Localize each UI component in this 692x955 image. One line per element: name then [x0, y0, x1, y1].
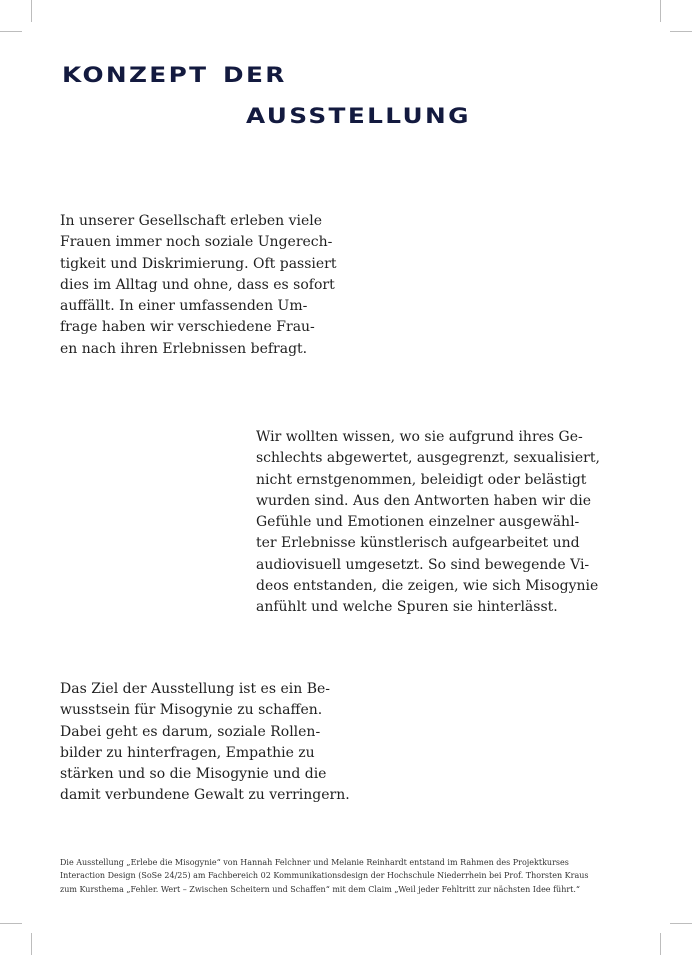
page-title-line-1: konzept der — [62, 55, 287, 90]
text-line: en nach ihren Erlebnissen befragt. — [60, 340, 308, 357]
crop-mark-bottom-left — [31, 933, 32, 955]
crop-mark-bottom-right — [660, 933, 661, 955]
text-line: Gefühle und Emotionen einzelner ausgewähl- — [256, 514, 580, 531]
page-title-line-2: ausstellung — [246, 96, 471, 131]
text-line: stärken und so die Misogynie und die — [60, 766, 327, 783]
text-line: anfühlt und welche Spuren sie hinterlässt. — [256, 599, 558, 616]
crop-mark-bottom-right-h — [670, 923, 692, 924]
paragraph-intro — [60, 211, 337, 360]
footer-line: zum Kursthema „Fehler. Wert – Zwischen Scheitern und Schaffen“ mit dem Claim „Weil jeder Fehltritt zur nächsten Idee führt.“ — [60, 884, 581, 894]
text-line: Dabei geht es darum, soziale Rollen- — [60, 723, 321, 740]
text-line: audiovisuell umgesetzt. So sind bewegende Vi- — [256, 556, 590, 573]
text-line: In unserer Gesellschaft erleben viele — [60, 213, 323, 229]
text-line: ter Erlebnisse künstlerisch aufgearbeitet und — [256, 535, 580, 552]
footer-credits — [60, 856, 589, 896]
text-line: auffällt. In einer umfassenden Um- — [60, 298, 308, 315]
text-line: deos entstanden, die zeigen, wie sich Misogynie — [256, 578, 599, 595]
crop-mark-top-left-h — [0, 31, 22, 32]
text-line: Wir wollten wissen, wo sie aufgrund ihres Ge- — [256, 429, 583, 445]
text-line: wusstsein für Misogynie zu schaffen. — [60, 702, 323, 719]
text-line: bilder zu hinterfragen, Empathie zu — [60, 744, 315, 761]
text-line: Frauen immer noch soziale Ungerech- — [60, 234, 333, 251]
crop-mark-bottom-left-h — [0, 923, 22, 924]
crop-mark-top-right-h — [670, 31, 692, 32]
text-line: damit verbundene Gewalt zu verringern. — [60, 787, 350, 804]
text-line: schlechts abgewertet, ausgegrenzt, sexualisiert, — [256, 450, 600, 467]
footer-line: Die Ausstellung „Erlebe die Misogynie“ von Hannah Felchner und Melanie Reinhardt entstand im Rahmen des Projektkurses — [60, 858, 569, 867]
text-line: dies im Alltag und ohne, dass es sofort — [60, 276, 335, 293]
paragraph-goal — [60, 679, 350, 807]
crop-mark-top-right — [660, 0, 661, 22]
text-line: nicht ernstgenommen, beleidigt oder belästigt — [256, 471, 587, 488]
text-line: Das Ziel der Ausstellung ist es ein Be- — [60, 681, 331, 697]
crop-mark-top-left — [31, 0, 32, 22]
text-line: frage haben wir verschiedene Frau- — [60, 319, 315, 336]
footer-line: Interaction Design (SoSe 24/25) am Fachbereich 02 Kommunikationsdesign der Hochschule Niederrhein bei Prof. Thorsten Kraus — [60, 871, 589, 881]
text-line: tigkeit und Diskrimierung. Oft passiert — [60, 255, 337, 272]
paragraph-method — [256, 427, 600, 619]
text-line: wurden sind. Aus den Antworten haben wir die — [256, 492, 592, 509]
